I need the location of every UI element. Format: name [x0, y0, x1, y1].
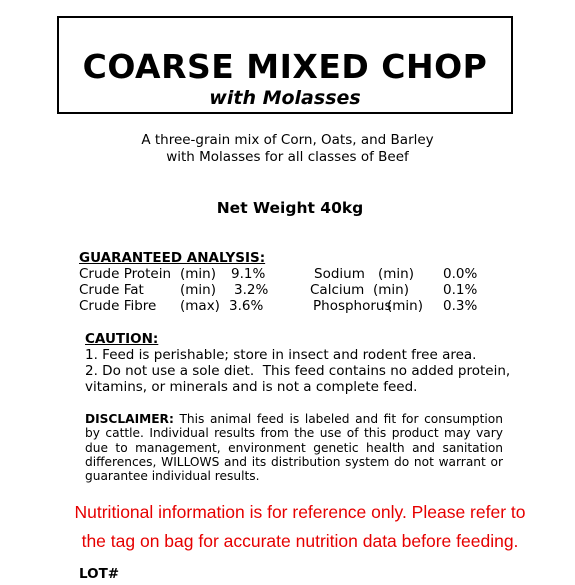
- nutrient-basis: (min): [180, 266, 216, 282]
- description-line-2: with Molasses for all classes of Beef: [166, 149, 409, 165]
- product-subtitle: with Molasses: [209, 87, 361, 109]
- guaranteed-analysis: [79, 250, 539, 314]
- notice-line-1: Nutritional information is for reference only. Please refer to: [74, 502, 526, 522]
- analysis-heading: GUARANTEED ANALYSIS:: [79, 250, 266, 266]
- nutrient-value-2: 0.1%: [443, 282, 478, 298]
- nutrient-basis: (max): [180, 298, 220, 314]
- net-weight: Net Weight 40kg: [216, 199, 364, 217]
- nutrient-name: Crude Fat: [79, 282, 144, 298]
- caution-line-3: vitamins, or minerals and is not a complete feed.: [85, 379, 418, 395]
- disclaimer-section: [85, 412, 503, 483]
- nutrient-value: 3.2%: [234, 282, 269, 298]
- caution-section: [85, 331, 525, 395]
- caution-heading: CAUTION:: [85, 331, 159, 347]
- nutrition-notice: [0, 498, 575, 556]
- nutrient-value-2: 0.0%: [443, 266, 478, 282]
- nutrient-basis: (min): [180, 282, 216, 298]
- nutrient-name-2: Sodium: [314, 266, 365, 282]
- nutrient-basis-2: (min): [373, 282, 409, 298]
- nutrient-value-2: 0.3%: [443, 298, 478, 314]
- nutrient-name-2: Calcium: [310, 282, 365, 298]
- lot-label: LOT#: [79, 566, 120, 582]
- disclaimer-label: DISCLAIMER:: [85, 412, 174, 426]
- analysis-row: [79, 298, 539, 314]
- nutrient-name: Crude Protein: [79, 266, 172, 282]
- caution-line-1: 1. Feed is perishable; store in insect and rodent free area.: [85, 347, 477, 363]
- analysis-row: [79, 282, 539, 298]
- nutrient-basis-2: (min): [387, 298, 423, 314]
- product-title: COARSE MIXED CHOP: [82, 47, 488, 86]
- product-description: [0, 132, 575, 166]
- nutrient-basis-2: (min): [378, 266, 414, 282]
- nutrient-value: 3.6%: [229, 298, 264, 314]
- disclaimer-text: This animal feed is labeled and fit for consumption by cattle. Individual results from the use of this product may vary due to management, environment genetic health and sanitation differences, WILLOWS and its distribution system do not warrant or guarantee individual results.: [85, 412, 503, 484]
- caution-line-2: 2. Do not use a sole diet. This feed contains no added protein,: [85, 363, 511, 379]
- nutrient-value: 9.1%: [231, 266, 266, 282]
- nutrient-name: Crude Fibre: [79, 298, 157, 314]
- nutrient-name-2: Phosphorus: [313, 298, 392, 314]
- title-box: [57, 16, 513, 114]
- notice-line-2: the tag on bag for accurate nutrition data before feeding.: [81, 531, 519, 551]
- description-line-1: A three-grain mix of Corn, Oats, and Barley: [141, 132, 434, 148]
- analysis-row: [79, 266, 539, 282]
